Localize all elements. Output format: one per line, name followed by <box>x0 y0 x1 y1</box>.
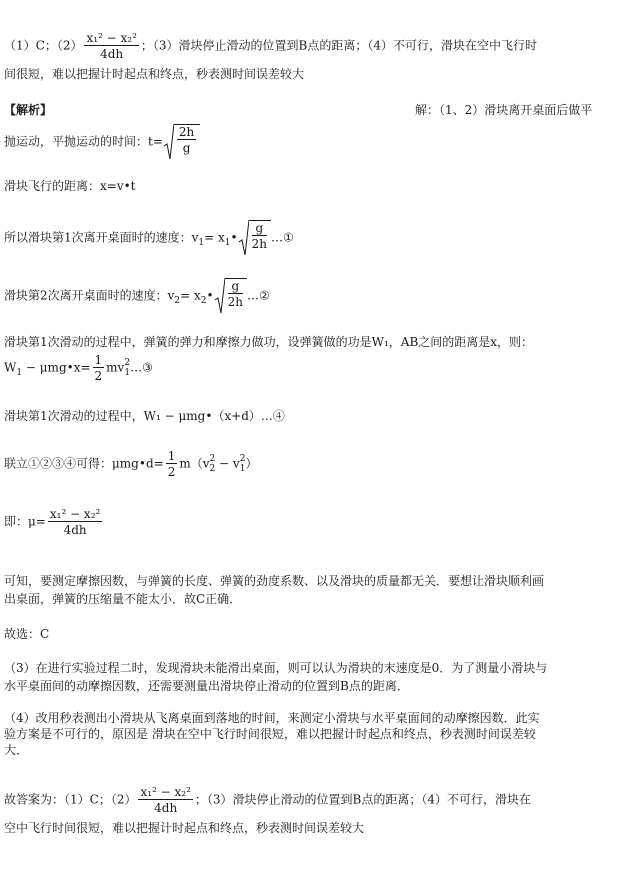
kinetic-term: mv <box>106 360 125 375</box>
q4-line1: （4）改用秒表测出小滑块从飞离桌面到落地的时间，来测定小滑块与水平桌面间的动摩擦因数．此实 <box>4 711 540 725</box>
q4-line2: 验方案是不可行的，原因是 滑块在空中飞行时间很短，难以把握计时起点和终点，秒表测时间误差较 <box>4 727 536 741</box>
mu-text: 即：μ= <box>4 514 46 529</box>
fraction-denominator: 4dh <box>63 523 87 537</box>
fraction-denominator: 2h <box>251 237 267 251</box>
x2-subscript: 2 <box>200 295 207 306</box>
fraction-denominator: g <box>182 141 191 155</box>
q4-line3: 大． <box>4 743 29 757</box>
flight-distance-line: 滑块飞行的距离：x=v•t <box>4 179 136 193</box>
radical-sign-icon <box>215 278 225 314</box>
projectile-time-line <box>4 124 200 160</box>
mu-fraction <box>48 508 102 536</box>
radical-sign-icon <box>164 124 174 160</box>
q3-line1: （3）在进行实验过程二时，发现滑块未能滑出桌面，则可以认为滑块的末速度是0．为了测量小滑块与 <box>4 661 548 675</box>
v2-subscript: 2 <box>174 295 181 306</box>
fraction-numerator: x₁² − x₂² <box>49 507 101 521</box>
v1-equals-x: = x <box>204 230 225 245</box>
v1-equation-line <box>4 220 294 256</box>
fraction-numerator: 2h <box>178 125 195 139</box>
subscript: 1 <box>124 368 131 378</box>
fraction-numerator: 1 <box>94 353 103 367</box>
intro-fraction <box>84 32 138 60</box>
fraction-numerator: g <box>252 222 267 236</box>
fraction-numerator: x₁² − x₂² <box>86 31 137 45</box>
final-answer-fraction <box>138 786 192 814</box>
v1-subscript: 1 <box>198 237 205 248</box>
multiply-dot: • <box>230 230 238 245</box>
fraction-numerator: 1 <box>167 449 176 463</box>
work-subscript: 1 <box>16 367 23 378</box>
half-fraction <box>93 354 105 382</box>
multiply-dot: • <box>206 288 214 303</box>
intro-answer-part1: （1）C；（2） <box>4 38 83 53</box>
intro-answer-part2: ；（3）滑块停止滑动的位置到B点的距离；（4）不可行，滑块在空中飞行时 <box>140 38 538 53</box>
subscript: 2 <box>209 464 216 474</box>
projectile-time-text: 抛运动，平抛运动的时间：t= <box>4 134 163 149</box>
fraction-numerator: g <box>228 280 243 294</box>
final-answer-part2: ；（3）滑块停止滑动的位置到B点的距离；（4）不可行，滑块在 <box>194 792 532 807</box>
subscript: 1 <box>239 464 246 474</box>
sqrt-fraction <box>228 280 243 308</box>
intro-answer-line <box>4 32 537 60</box>
mass-term: m（v <box>179 456 210 471</box>
combine-equation-line <box>4 450 257 478</box>
sqrt-expression <box>239 220 271 256</box>
sqrt-expression <box>164 124 200 160</box>
superscript: 2 <box>239 454 246 464</box>
conclusion-line2: 出桌面，弹簧的压缩量不能太小．故C正确． <box>4 592 242 606</box>
choice-line: 故选：C <box>4 627 50 641</box>
half-fraction <box>166 450 178 478</box>
equation-marker: …② <box>246 288 270 303</box>
superscript: 2 <box>124 358 131 368</box>
superscript: 2 <box>209 454 216 464</box>
q3-line2: 水平桌面间的动摩擦因数，还需要测量出滑块停止滑动的位置到B点的距离． <box>4 679 409 693</box>
equation-marker: …③ <box>130 360 153 375</box>
close-paren: ） <box>245 456 258 471</box>
equation-marker: …① <box>270 230 294 245</box>
fraction-denominator: 2 <box>94 369 103 383</box>
mu-equation-line <box>4 508 104 536</box>
x1-subscript: 1 <box>224 237 231 248</box>
final-answer-line2: 空中飞行时间很短，难以把握计时起点和终点，秒表测时间误差较大 <box>4 821 365 835</box>
work-equation-3 <box>4 354 153 382</box>
sqrt-fraction <box>177 126 196 154</box>
v1-text: 所以滑块第1次离开桌面时的速度：v <box>4 230 199 245</box>
fraction-denominator: 2h <box>227 295 243 309</box>
friction-term: − μmg•x= <box>22 360 91 375</box>
work-description-line: 滑块第1次滑动的过程中，弹簧的弹力和摩擦力做功，设弹簧做的功是W₁，AB之间的距离是x，则： <box>4 335 534 349</box>
radical-sign-icon <box>239 220 249 256</box>
v2-text: 滑块第2次离开桌面时的速度：v <box>4 288 175 303</box>
work-equation-4: 滑块第1次滑动的过程中，W₁ − μmg•（x+d）…④ <box>4 409 285 423</box>
minus-v-term: − v <box>215 456 240 471</box>
fraction-numerator: x₁² − x₂² <box>140 785 191 799</box>
combine-text: 联立①②③④可得：μmg•d= <box>4 456 164 471</box>
conclusion-line1: 可知，要测定摩擦因数，与弹簧的长度、弹簧的劲度系数、以及滑块的质量都无关．要想让滑块顺利画 <box>4 574 545 588</box>
intro-answer-line2: 间很短，难以把握计时起点和终点，秒表测时间误差较大 <box>4 67 305 81</box>
sqrt-expression <box>215 278 247 314</box>
analysis-intro: 解：（1、2）滑块离开桌面后做平 <box>415 103 593 117</box>
sqrt-fraction <box>252 222 267 250</box>
fraction-denominator: 4dh <box>154 801 178 815</box>
work-symbol: W <box>4 360 17 375</box>
fraction-denominator: 2 <box>167 465 176 479</box>
analysis-label: 【解析】 <box>4 103 53 117</box>
fraction-denominator: 4dh <box>100 47 124 61</box>
v2-equation-line <box>4 278 270 314</box>
v2-equals-x: = x <box>180 288 201 303</box>
final-answer-line <box>4 786 531 814</box>
final-answer-part1: 故答案为：（1）C；（2） <box>4 792 137 807</box>
